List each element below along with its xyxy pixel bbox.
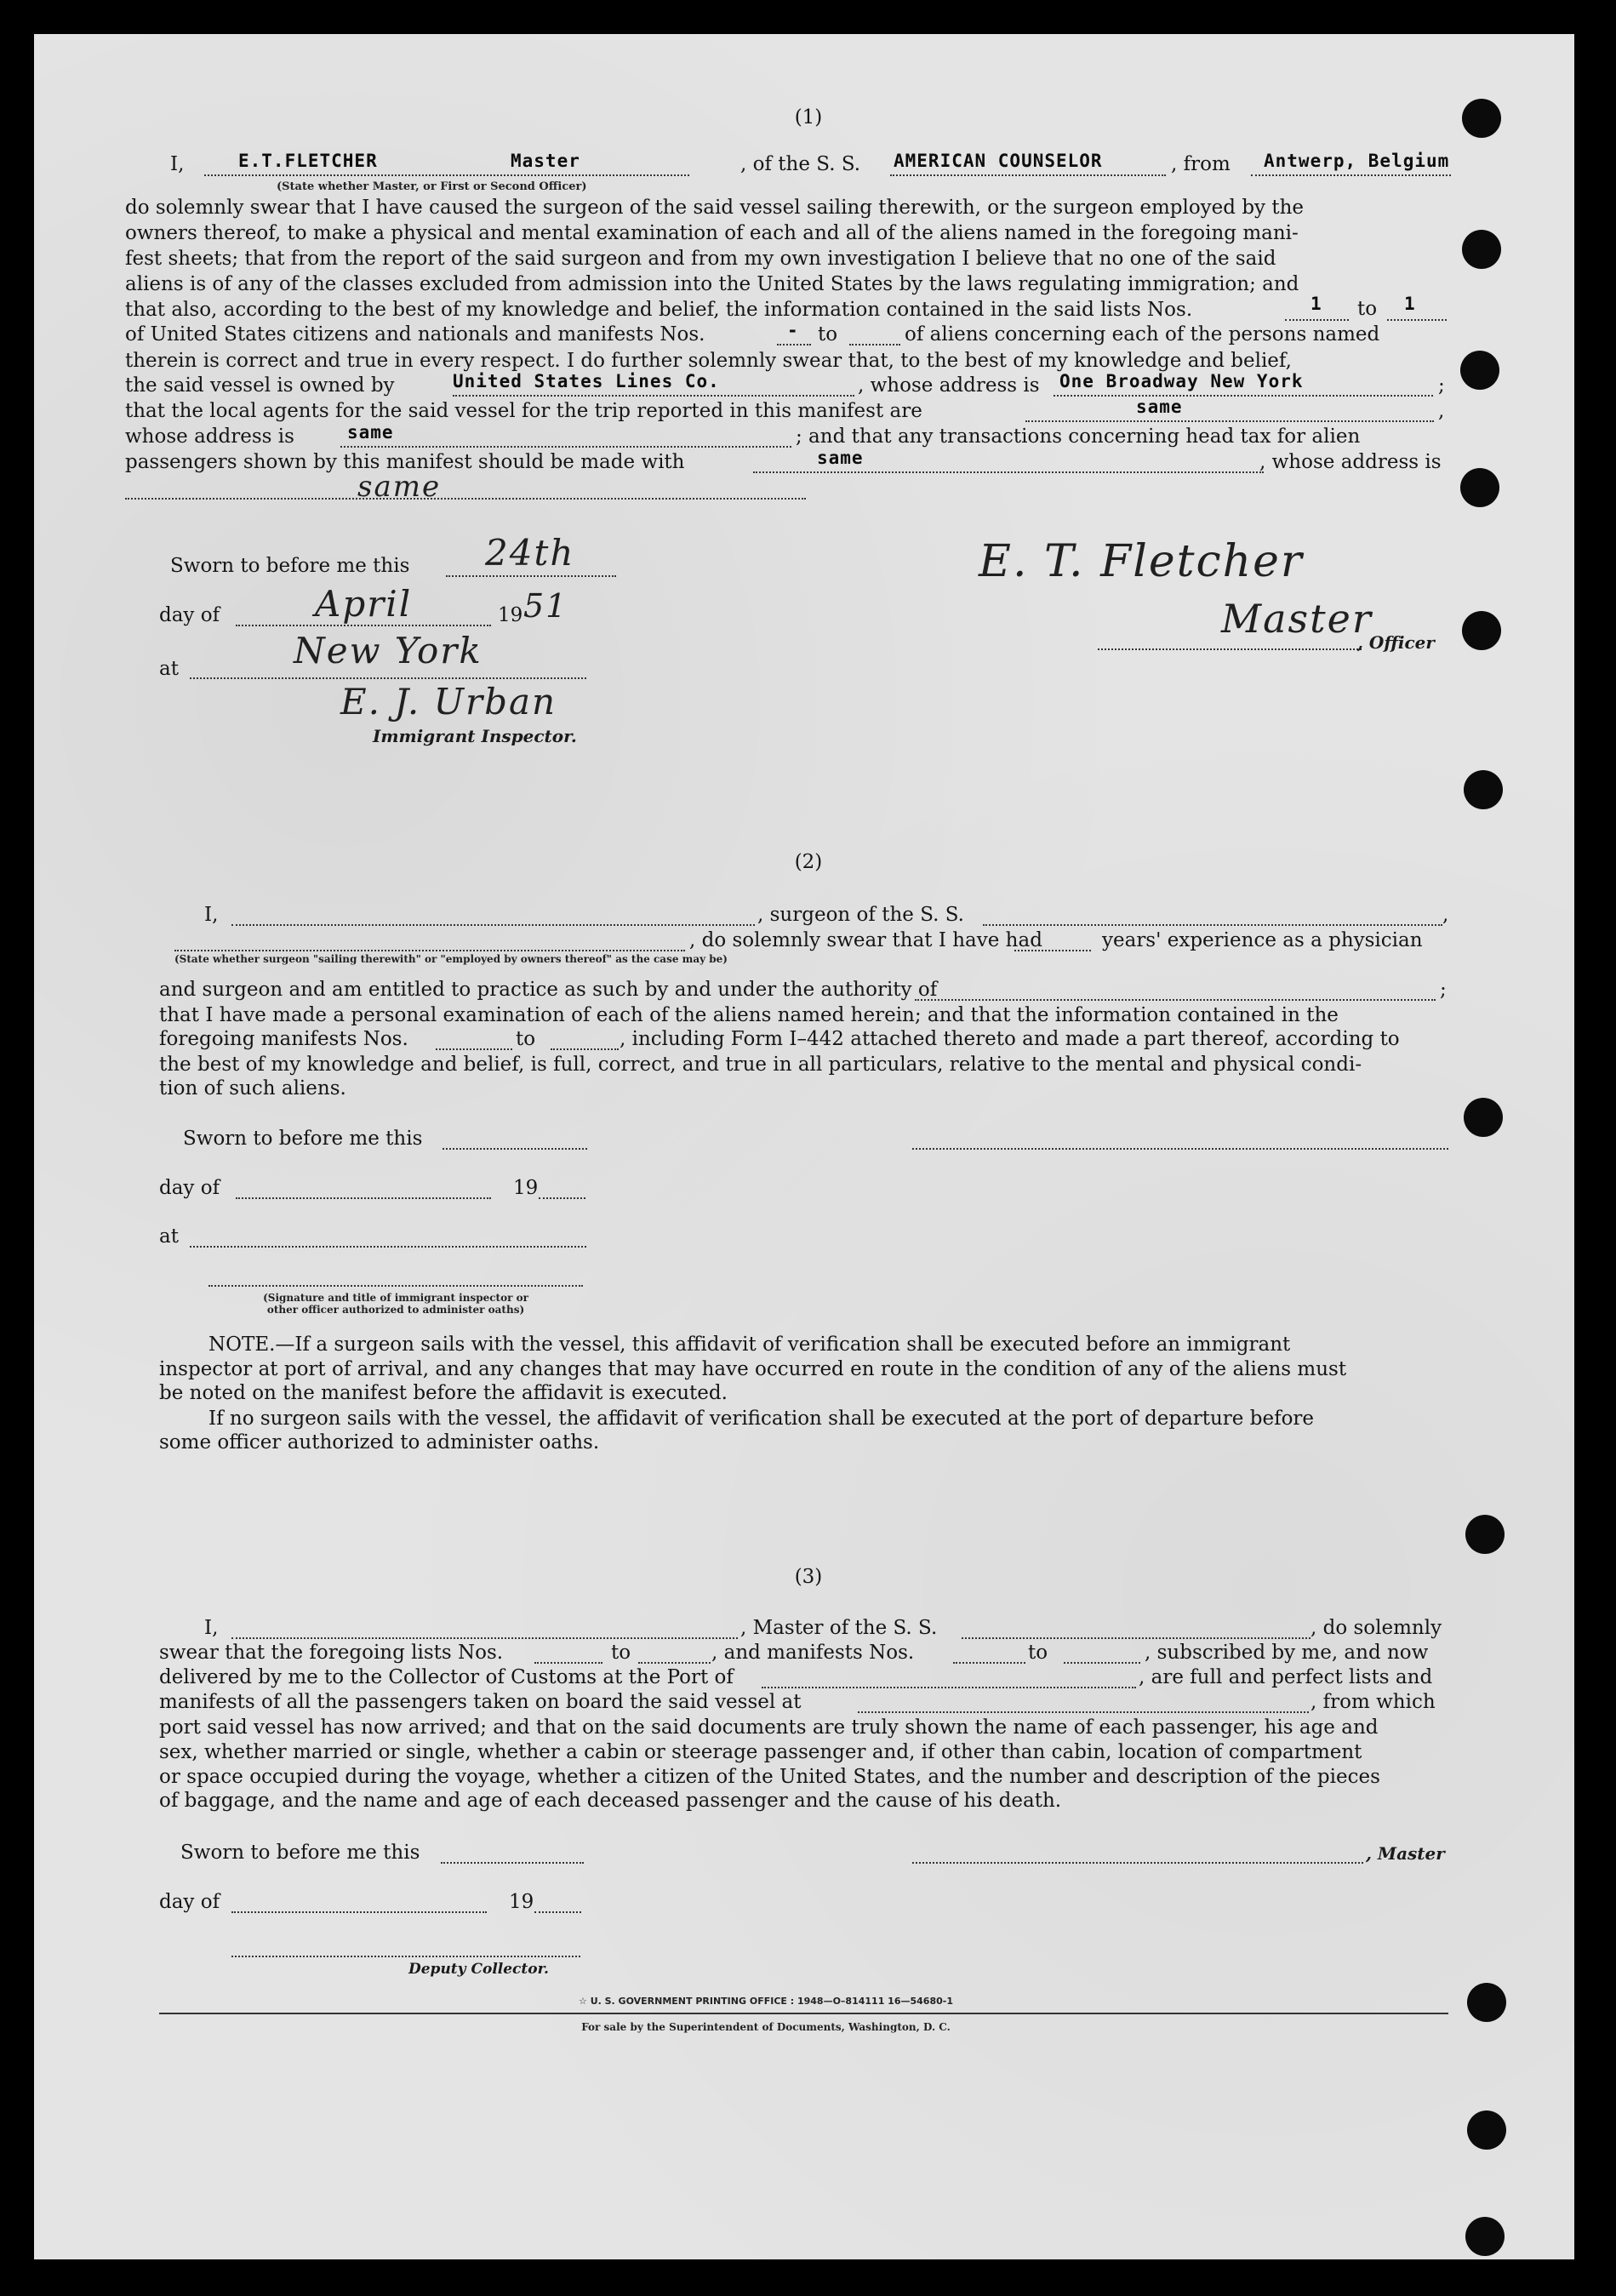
s3-master-signature-blank	[912, 1862, 1363, 1864]
owner-address-value: One Broadway New York	[1059, 371, 1304, 391]
oath-line-3: fest sheets; that from the report of the said surgeon and from my own investigation I believe that no one of the said	[125, 248, 1276, 270]
agents-value: same	[1136, 397, 1183, 417]
s2-line5-b: , including Form I–442 attached thereto and made a part thereof, according to	[620, 1028, 1400, 1050]
line8-b: , whose address is	[858, 374, 1040, 397]
line10-a: whose address is	[125, 426, 294, 448]
punch-hole	[1465, 2217, 1505, 2256]
sig-caption-2: other officer authorized to administer oaths)	[266, 1304, 525, 1316]
month-blank	[236, 625, 491, 626]
inspector-signature: E. J. Urban	[340, 681, 557, 722]
s2-line3-end: ;	[1440, 979, 1447, 1001]
sig-caption-1: (Signature and title of immigrant inspector or	[263, 1292, 528, 1304]
s3-manifests-to-blank	[1064, 1662, 1140, 1664]
s3-embark-blank	[858, 1711, 1309, 1713]
year-suffix-value: 51	[523, 587, 568, 625]
oath-line-1: do solemnly swear that I have caused the surgeon of the said vessel sailing therewith, or the surgeon employed by the	[125, 197, 1305, 219]
s3-body-line-2: sex, whether married or single, whether a cabin or steerage passenger and, if other than cabin, location of compartment	[159, 1741, 1362, 1763]
vessel-blank	[890, 174, 1166, 176]
s2-line7: tion of such aliens.	[159, 1077, 346, 1099]
s3-vessel-blank	[962, 1637, 1311, 1639]
head-tax-party-value: same	[817, 448, 864, 468]
vessel-value: AMERICAN COUNSELOR	[894, 151, 1103, 171]
s2-year-blank	[539, 1197, 585, 1199]
sworn-label-3: Sworn to before me this	[180, 1842, 420, 1864]
for-sale-note: For sale by the Superintendent of Documents, Washington, D. C.	[581, 2021, 951, 2033]
line11-b: , whose address is	[1259, 451, 1442, 473]
lists-to-value: 1	[1404, 294, 1416, 314]
s2-line3: and surgeon and am entitled to practice as such by and under the authority of	[159, 979, 938, 1001]
s3-line3-b: , are full and perfect lists and	[1139, 1666, 1433, 1688]
s2-surgeon-signature-blank	[912, 1148, 1448, 1150]
lists-to-label: to	[1357, 298, 1378, 320]
agents-address-value: same	[347, 422, 394, 443]
gpo-imprint: ☆ U. S. GOVERNMENT PRINTING OFFICE : 1948—O–814111 16—54680-1	[579, 1996, 953, 2007]
rank-value: Master	[511, 151, 580, 171]
officer-blank	[1098, 648, 1362, 650]
lists-from-blank	[1285, 319, 1349, 321]
agents-blank	[1025, 420, 1434, 422]
punch-hole	[1464, 1098, 1503, 1137]
collector-caption: Deputy Collector.	[408, 1961, 549, 1978]
head-tax-address-value: same	[357, 470, 442, 504]
line6-to: to	[818, 323, 838, 346]
note-line-4: If no surgeon sails with the vessel, the affidavit of verification shall be executed at the port of departure before	[208, 1408, 1315, 1430]
head-tax-address-blank	[125, 498, 806, 500]
surgeon-type-caption: (State whether surgeon "sailing therewith" or "employed by owners thereof" as the case may be)	[174, 953, 728, 965]
s3-body-line-4: of baggage, and the name and age of each deceased passenger and the cause of his death.	[159, 1790, 1062, 1812]
section3-i-label: I,	[204, 1617, 219, 1639]
day-of-label-2: day of	[159, 1177, 220, 1199]
owner-address-blank	[1054, 395, 1433, 397]
at-label-1: at	[159, 658, 179, 680]
inspector-caption: Immigrant Inspector.	[373, 726, 577, 746]
experience-label: years' experience as a physician	[1102, 929, 1423, 951]
at-label-2: at	[159, 1225, 179, 1248]
s3-collector-signature-blank	[231, 1956, 580, 1957]
punch-hole	[1467, 2110, 1506, 2150]
s3-name-blank	[231, 1637, 738, 1639]
note-line-3: be noted on the manifest before the affidavit is executed.	[159, 1382, 728, 1404]
surgeon-line-end: ,	[1442, 904, 1449, 926]
s3-line2-to2: to	[1028, 1642, 1048, 1664]
year-prefix-1: 19	[498, 604, 523, 626]
s3-lists-to-blank	[638, 1662, 711, 1664]
s2-line5-to: to	[516, 1028, 536, 1050]
surgeon-vessel-blank	[983, 924, 1442, 926]
from-label: , from	[1171, 153, 1231, 175]
from-port-value: Antwerp, Belgium	[1264, 151, 1450, 171]
oath-line-2: owners thereof, to make a physical and mental examination of each and all of the aliens named in the foregoing mani-	[125, 222, 1299, 244]
s3-lists-from-blank	[534, 1662, 602, 1664]
day-of-label-3: day of	[159, 1891, 220, 1913]
s3-master-caption: , Master	[1366, 1843, 1445, 1864]
punch-hole	[1460, 351, 1499, 390]
s2-inspector-signature-blank	[208, 1285, 583, 1287]
name-blank	[204, 174, 689, 176]
s2-place-blank	[190, 1246, 586, 1248]
note-line-1: NOTE.—If a surgeon sails with the vessel, this affidavit of verification shall be executed before an immigrant	[208, 1334, 1291, 1356]
surgeon-of-label: , surgeon of the S. S.	[757, 904, 964, 926]
s3-solemnly: , do solemnly	[1311, 1617, 1442, 1639]
line10-b: ; and that any transactions concerning head tax for alien	[796, 426, 1361, 448]
s2-line5-a: foregoing manifests Nos.	[159, 1028, 408, 1050]
footer-rule	[159, 2013, 1448, 2014]
s3-line2-b: , and manifests Nos.	[711, 1642, 915, 1664]
section3-heading: (3)	[794, 1566, 823, 1588]
line8-a: the said vessel is owned by	[125, 374, 395, 397]
master-name-value: E.T.FLETCHER	[238, 151, 378, 171]
manifests-from-value: -	[787, 320, 799, 340]
line6-b: of aliens concerning each of the persons named	[905, 323, 1380, 346]
s3-line3-a: delivered by me to the Collector of Customs at the Port of	[159, 1666, 734, 1688]
manifests-to-blank	[849, 344, 900, 346]
note-line-5: some officer authorized to administer oaths.	[159, 1431, 600, 1454]
day-of-label-1: day of	[159, 604, 220, 626]
lists-from-value: 1	[1311, 294, 1322, 314]
manifests-from-blank	[777, 344, 811, 346]
agents-address-blank	[340, 446, 791, 448]
sworn-label-1: Sworn to before me this	[170, 555, 410, 577]
year-prefix-3: 19	[509, 1891, 534, 1913]
surgeon-type-blank	[174, 950, 685, 951]
punch-hole	[1465, 1515, 1505, 1554]
manifest-affidavit-page	[34, 34, 1574, 2259]
punch-hole	[1460, 468, 1499, 507]
sworn-day-value: 24th	[485, 532, 575, 574]
line11-a: passengers shown by this manifest should be made with	[125, 451, 685, 473]
s2-sworn-day-blank	[443, 1148, 587, 1150]
line7: therein is correct and true in every respect. I do further solemnly swear that, to the best of my knowledge and belief,	[125, 350, 1292, 372]
punch-hole	[1462, 230, 1501, 269]
sworn-label-2: Sworn to before me this	[183, 1128, 423, 1150]
s3-sworn-day-blank	[441, 1862, 584, 1864]
s3-line2-to: to	[611, 1642, 631, 1664]
section1-heading: (1)	[794, 106, 823, 129]
line8-end: ;	[1438, 374, 1445, 397]
section2-heading: (2)	[794, 851, 823, 873]
place-blank	[190, 677, 586, 679]
s3-body-line-3: or space occupied during the voyage, whether a citizen of the United States, and the number and description of the pieces	[159, 1766, 1380, 1788]
s3-month-blank	[231, 1911, 487, 1913]
oath-line-4: aliens is of any of the classes excluded from admission into the United States by the laws regulating immigration; and	[125, 273, 1299, 295]
s3-year-blank	[534, 1911, 581, 1913]
s3-master-of: , Master of the S. S.	[740, 1617, 938, 1639]
s3-line2-a: swear that the foregoing lists Nos.	[159, 1642, 504, 1664]
place-value: New York	[294, 630, 483, 671]
section1-i-label: I,	[170, 153, 185, 175]
s3-manifests-from-blank	[953, 1662, 1025, 1664]
s3-port-blank	[762, 1687, 1136, 1688]
s2-manifests-to-blank	[551, 1048, 619, 1050]
s2-line6: the best of my knowledge and belief, is full, correct, and true in all particulars, relative to the mental and physical condi-	[159, 1054, 1362, 1076]
swear-label: , do solemnly swear that I have had	[689, 929, 1042, 951]
s3-body-line-1: port said vessel has now arrived; and that on the said documents are truly shown the name of each passenger, his age and	[159, 1716, 1379, 1739]
punch-hole	[1467, 1983, 1506, 2022]
surgeon-name-blank	[231, 924, 755, 926]
s2-month-blank	[236, 1197, 491, 1199]
master-signature: E. T. Fletcher	[979, 536, 1304, 587]
s2-manifests-from-blank	[436, 1048, 512, 1050]
oath-line-5: that also, according to the best of my knowledge and belief, the information contained in the said lists Nos.	[125, 299, 1193, 321]
section2-i-label: I,	[204, 904, 219, 926]
line9-end: ,	[1438, 400, 1445, 422]
s2-line4: that I have made a personal examination of each of the aliens named herein; and that the information contained in the	[159, 1004, 1339, 1026]
punch-hole	[1462, 99, 1501, 138]
lists-to-blank	[1387, 319, 1447, 321]
officer-caption: , Officer	[1357, 632, 1435, 653]
line9-a: that the local agents for the said vessel for the trip reported in this manifest are	[125, 400, 922, 422]
experience-years-blank	[1014, 950, 1091, 951]
punch-hole	[1464, 770, 1503, 809]
of-ss-label: , of the S. S.	[740, 153, 861, 175]
s3-line4-b: , from which	[1311, 1691, 1436, 1713]
head-tax-party-blank	[753, 471, 1264, 473]
s3-line4-a: manifests of all the passengers taken on board the said vessel at	[159, 1691, 802, 1713]
sworn-day-blank	[446, 575, 616, 577]
authority-blank	[915, 999, 1436, 1001]
from-blank	[1251, 174, 1451, 176]
year-prefix-2: 19	[513, 1177, 539, 1199]
s3-line2-c: , subscribed by me, and now	[1145, 1642, 1429, 1664]
master-title-hand: Master	[1221, 596, 1373, 642]
punch-hole	[1462, 611, 1501, 650]
owner-value: United States Lines Co.	[453, 371, 720, 391]
line6-a: of United States citizens and nationals and manifests Nos.	[125, 323, 705, 346]
rank-caption: (State whether Master, or First or Second Officer)	[277, 180, 587, 193]
month-value: April	[315, 583, 413, 625]
note-line-2: inspector at port of arrival, and any changes that may have occurred en route in the condition of any of the aliens must	[159, 1358, 1347, 1380]
owner-blank	[453, 395, 854, 397]
